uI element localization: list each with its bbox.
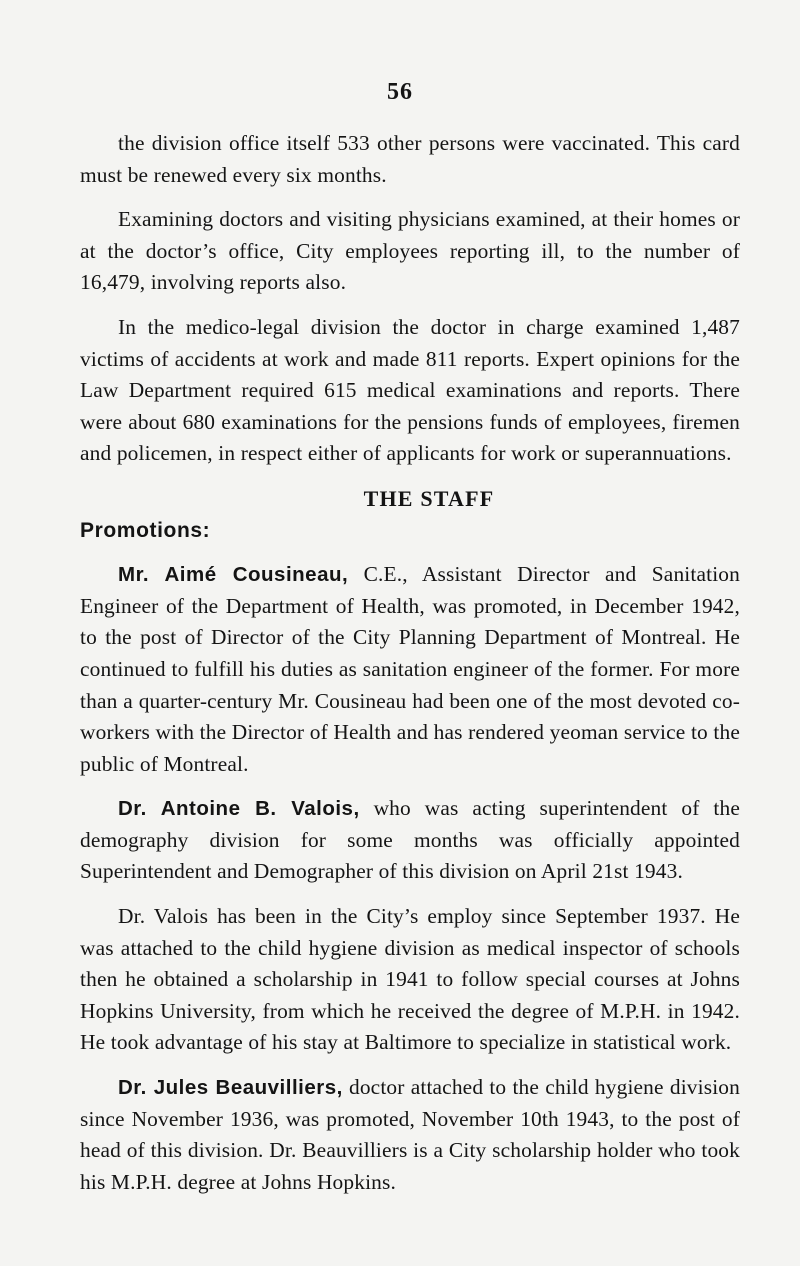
- text-beauvilliers: doctor attached to the child hygiene division since November 1936, was promoted, November 10th 1943, to the post of head of this division. Dr. Beauvilliers is a City scholarship holder who took his M.P.H. degree at Johns Hopkins.: [80, 1075, 740, 1194]
- paragraph-cousineau: [80, 559, 740, 780]
- paragraph-examining-doctors: Examining doctors and visiting physicians examined, at their homes or at the doctor’s office, City employees reporting ill, to the number of 16,479, involving reports also.: [80, 207, 740, 295]
- section-title: THE STAFF: [363, 485, 495, 511]
- subheading-promotions: Promotions:: [80, 518, 211, 542]
- page-number: 56: [387, 79, 413, 105]
- paragraph-medico-legal: In the medico-legal division the doctor in charge examined 1,487 victims of accidents at work and made 811 reports. Expert opinions for the Law Department required 615 medical examinations and reports. There were about 680 examinations for the pensions funds of employees, firemen and policemen, in respect either of applicants for work or superannuations.: [80, 314, 740, 466]
- paragraph-beauvilliers: [80, 1072, 740, 1198]
- name-cousineau: Mr. Aimé Cousineau,: [118, 563, 349, 587]
- text-cousineau: C.E., Assistant Director and Sanitation Engineer of the Department of Health, was promoted, in December 1942, to the post of Director of the City Planning Department of Montreal. He continued to fulfill his duties as sanitation engineer of the former. For more than a quarter-century Mr. Cousineau had been one of the most devoted co-workers with the Director of Health and has rendered yeoman service to the public of Montreal.: [80, 562, 740, 776]
- page-body: [80, 128, 740, 1198]
- paragraph-valois: [80, 793, 740, 888]
- name-beauvilliers: Dr. Jules Beauvilliers,: [118, 1076, 343, 1100]
- text-valois: who was acting superintendent of the demography division for some months was officially appointed Superintendent and Demographer of this division on April 21st 1943.: [80, 796, 741, 884]
- paragraph-vaccination: the division office itself 533 other persons were vaccinated. This card must be renewed every six months.: [80, 131, 740, 187]
- name-valois: Dr. Antoine B. Valois,: [118, 797, 360, 821]
- paragraph-valois-career: Dr. Valois has been in the City’s employ since September 1937. He was attached to the child hygiene division as medical inspector of schools then he obtained a scholarship in 1941 to follow special courses at Johns Hopkins University, from which he received the degree of M.P.H. in 1942. He took advantage of his stay at Baltimore to specialize in statistical work.: [80, 904, 740, 1055]
